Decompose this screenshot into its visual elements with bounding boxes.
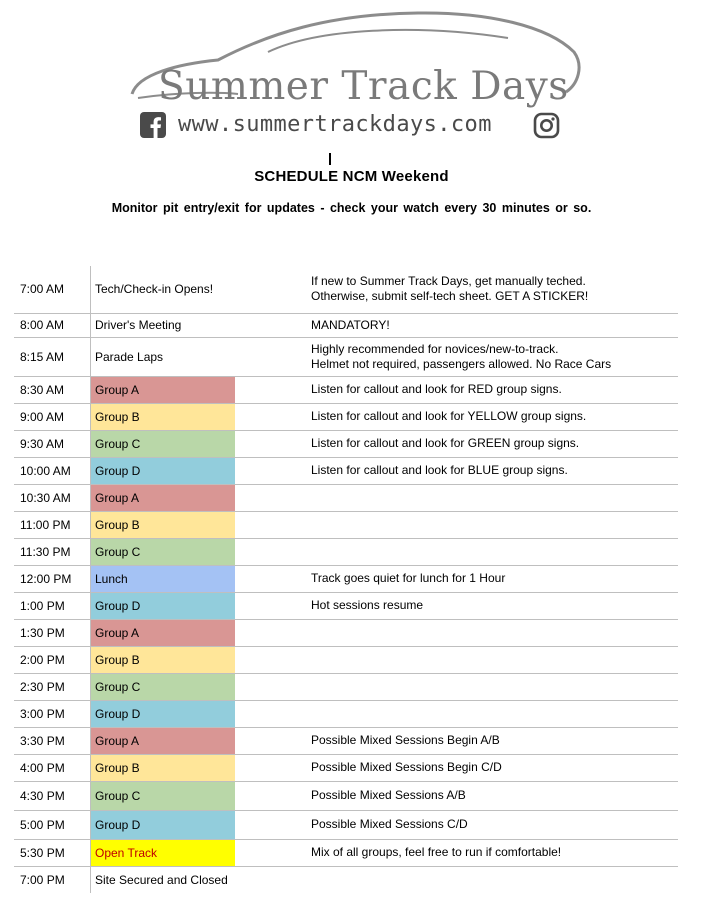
row-spacer bbox=[235, 403, 307, 430]
schedule-table bbox=[14, 266, 678, 893]
schedule-row bbox=[14, 754, 678, 781]
row-note: Listen for callout and look for RED group signs. bbox=[307, 376, 678, 403]
row-time: 2:00 PM bbox=[14, 646, 91, 673]
schedule-row bbox=[14, 619, 678, 646]
schedule-row bbox=[14, 700, 678, 727]
page-title: SCHEDULE NCM Weekend bbox=[254, 168, 449, 185]
row-note: Possible Mixed Sessions A/B bbox=[307, 781, 678, 810]
row-event: Group A bbox=[91, 484, 236, 511]
row-note: Possible Mixed Sessions C/D bbox=[307, 810, 678, 839]
row-time: 10:30 AM bbox=[14, 484, 91, 511]
row-spacer bbox=[235, 673, 307, 700]
row-event: Group D bbox=[91, 700, 236, 727]
row-event: Group C bbox=[91, 538, 236, 565]
schedule-row bbox=[14, 673, 678, 700]
facebook-icon[interactable] bbox=[140, 112, 166, 138]
row-time: 9:00 AM bbox=[14, 403, 91, 430]
row-time: 3:00 PM bbox=[14, 700, 91, 727]
row-spacer bbox=[235, 754, 307, 781]
row-event: Group B bbox=[91, 511, 236, 538]
schedule-row bbox=[14, 337, 678, 376]
schedule-row bbox=[14, 266, 678, 313]
schedule-row bbox=[14, 646, 678, 673]
schedule-row bbox=[14, 313, 678, 337]
row-note: Listen for callout and look for YELLOW group signs. bbox=[307, 403, 678, 430]
row-time: 8:15 AM bbox=[14, 337, 91, 376]
row-note bbox=[307, 866, 678, 893]
schedule-row bbox=[14, 484, 678, 511]
row-spacer bbox=[235, 565, 307, 592]
row-spacer bbox=[235, 313, 307, 337]
row-spacer bbox=[235, 538, 307, 565]
row-spacer bbox=[235, 619, 307, 646]
row-note bbox=[307, 646, 678, 673]
row-note: Track goes quiet for lunch for 1 Hour bbox=[307, 565, 678, 592]
row-spacer bbox=[235, 430, 307, 457]
row-note bbox=[307, 673, 678, 700]
row-event: Group D bbox=[91, 592, 236, 619]
row-spacer bbox=[235, 376, 307, 403]
schedule-row bbox=[14, 511, 678, 538]
row-spacer bbox=[235, 266, 307, 313]
row-event: Tech/Check-in Opens! bbox=[91, 266, 236, 313]
row-time: 10:00 AM bbox=[14, 457, 91, 484]
row-event: Lunch bbox=[91, 565, 236, 592]
row-time: 1:30 PM bbox=[14, 619, 91, 646]
row-note bbox=[307, 538, 678, 565]
row-note: Possible Mixed Sessions Begin A/B bbox=[307, 727, 678, 754]
row-note: Listen for callout and look for GREEN group signs. bbox=[307, 430, 678, 457]
row-spacer bbox=[235, 839, 307, 866]
row-event: Group C bbox=[91, 781, 236, 810]
schedule-row bbox=[14, 430, 678, 457]
page-subtitle: Monitor pit entry/exit for updates - check your watch every 30 minutes or so. bbox=[111, 201, 592, 215]
row-event: Group C bbox=[91, 673, 236, 700]
row-event: Group A bbox=[91, 376, 236, 403]
website-url[interactable]: www.summertrackdays.com bbox=[178, 112, 492, 137]
row-spacer bbox=[235, 646, 307, 673]
row-note bbox=[307, 511, 678, 538]
row-note: Possible Mixed Sessions Begin C/D bbox=[307, 754, 678, 781]
row-event: Group D bbox=[91, 457, 236, 484]
row-event: Group B bbox=[91, 754, 236, 781]
logo-title: Summer Track Days bbox=[158, 64, 569, 109]
logo bbox=[118, 8, 586, 148]
row-note: Mix of all groups, feel free to run if comfortable! bbox=[307, 839, 678, 866]
row-spacer bbox=[235, 700, 307, 727]
row-spacer bbox=[235, 866, 307, 893]
row-event: Group B bbox=[91, 403, 236, 430]
row-spacer bbox=[235, 810, 307, 839]
schedule-row bbox=[14, 839, 678, 866]
row-spacer bbox=[235, 781, 307, 810]
row-time: 8:30 AM bbox=[14, 376, 91, 403]
row-time: 9:30 AM bbox=[14, 430, 91, 457]
row-time: 3:30 PM bbox=[14, 727, 91, 754]
row-note: Hot sessions resume bbox=[307, 592, 678, 619]
row-note: MANDATORY! bbox=[307, 313, 678, 337]
row-event: Group A bbox=[91, 727, 236, 754]
row-event: Group C bbox=[91, 430, 236, 457]
schedule-row bbox=[14, 565, 678, 592]
schedule-row bbox=[14, 727, 678, 754]
row-time: 8:00 AM bbox=[14, 313, 91, 337]
row-time: 4:00 PM bbox=[14, 754, 91, 781]
row-note bbox=[307, 619, 678, 646]
row-event: Site Secured and Closed bbox=[95, 872, 228, 887]
text-cursor bbox=[329, 153, 331, 165]
row-time: 1:00 PM bbox=[14, 592, 91, 619]
row-time: 7:00 PM bbox=[14, 866, 91, 893]
row-event: Open Track bbox=[91, 839, 236, 866]
row-time: 7:00 AM bbox=[14, 266, 91, 313]
row-spacer bbox=[235, 457, 307, 484]
schedule-row bbox=[14, 810, 678, 839]
row-time: 5:00 PM bbox=[14, 810, 91, 839]
row-note bbox=[307, 484, 678, 511]
row-spacer bbox=[235, 484, 307, 511]
row-note bbox=[307, 700, 678, 727]
schedule-row bbox=[14, 403, 678, 430]
row-spacer bbox=[235, 511, 307, 538]
row-note: If new to Summer Track Days, get manually teched. Otherwise, submit self-tech sheet. GET A STICKER! bbox=[307, 266, 678, 313]
row-note: Highly recommended for novices/new-to-track. Helmet not required, passengers allowed. No Race Cars bbox=[307, 337, 678, 376]
row-event: Group B bbox=[91, 646, 236, 673]
row-spacer bbox=[235, 337, 307, 376]
schedule-row bbox=[14, 592, 678, 619]
row-event: Driver's Meeting bbox=[91, 313, 236, 337]
row-event: Group D bbox=[91, 810, 236, 839]
row-spacer bbox=[235, 592, 307, 619]
schedule-row bbox=[14, 457, 678, 484]
row-time: 5:30 PM bbox=[14, 839, 91, 866]
schedule-row bbox=[14, 781, 678, 810]
row-time: 4:30 PM bbox=[14, 781, 91, 810]
schedule-row bbox=[14, 866, 678, 893]
instagram-icon[interactable] bbox=[533, 112, 560, 139]
row-time: 11:30 PM bbox=[14, 538, 91, 565]
schedule-row bbox=[14, 376, 678, 403]
row-event: Group A bbox=[91, 619, 236, 646]
row-time: 12:00 PM bbox=[14, 565, 91, 592]
row-spacer bbox=[235, 727, 307, 754]
row-time: 2:30 PM bbox=[14, 673, 91, 700]
row-time: 11:00 PM bbox=[14, 511, 91, 538]
schedule-row bbox=[14, 538, 678, 565]
row-note: Listen for callout and look for BLUE group signs. bbox=[307, 457, 678, 484]
row-event: Parade Laps bbox=[91, 337, 236, 376]
